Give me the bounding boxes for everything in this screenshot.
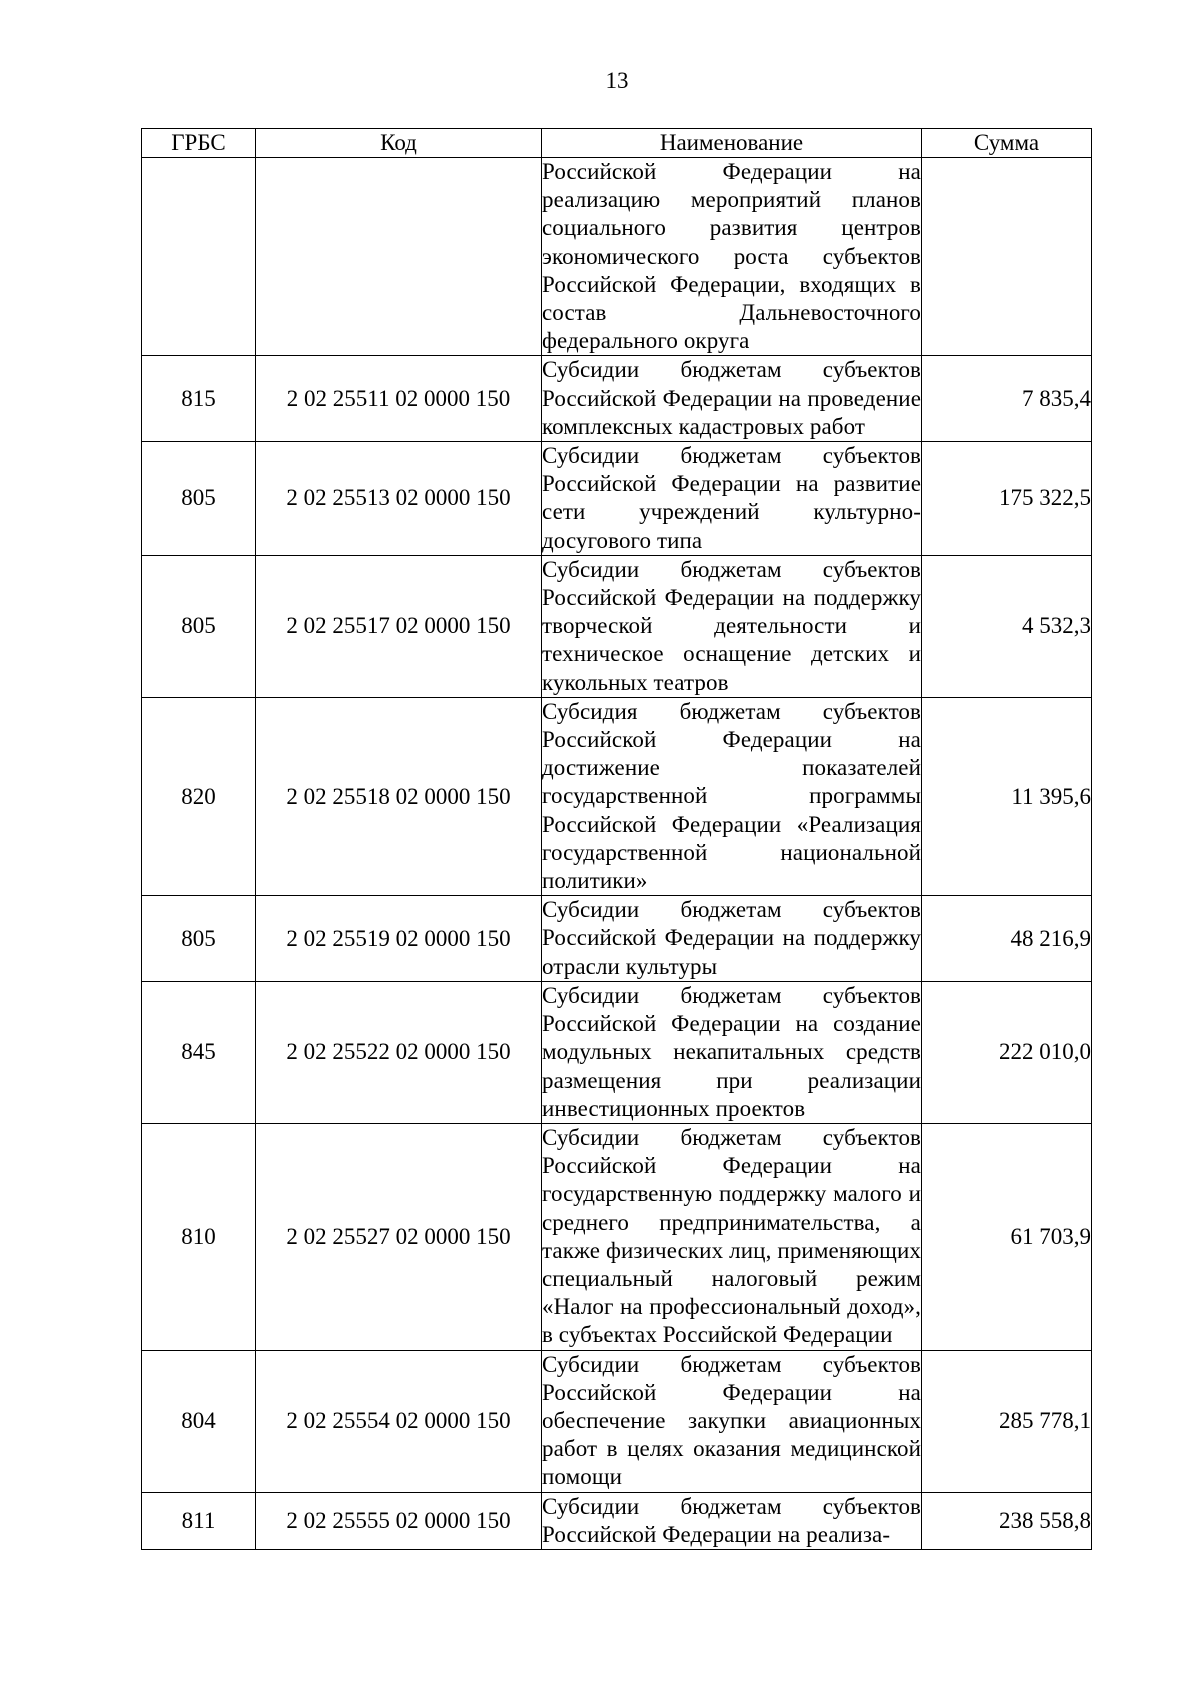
cell-code: 2 02 25517 02 0000 150 [256,555,542,697]
table-row [142,158,1092,356]
table-row [142,981,1092,1123]
cell-name: Субсидии бюджетам субъектов Российской Федерации на обеспечение закупки авиационных работ в целях оказания медицинской помощи [542,1350,922,1492]
cell-code: 2 02 25522 02 0000 150 [256,981,542,1123]
cell-sum: 7 835,4 [922,356,1092,442]
cell-sum: 61 703,9 [922,1123,1092,1350]
cell-sum: 222 010,0 [922,981,1092,1123]
cell-name: Субсидии бюджетам субъектов Российской Федерации на реализа- [542,1492,922,1549]
table-row [142,697,1092,895]
table-row [142,896,1092,982]
header-row [142,129,1092,158]
cell-sum [922,158,1092,356]
table-row [142,356,1092,442]
cell-code: 2 02 25513 02 0000 150 [256,442,542,556]
header-grbs: ГРБС [142,129,256,158]
cell-name: Российской Федерации на реализацию мероприятий планов социального развития центров экономического роста субъектов Российской Федерации, входящих в состав Дальневосточного федерального округа [542,158,922,356]
table-header [142,129,1092,158]
cell-grbs: 811 [142,1492,256,1549]
cell-sum: 175 322,5 [922,442,1092,556]
cell-code: 2 02 25555 02 0000 150 [256,1492,542,1549]
page-number: 13 [605,68,629,93]
cell-grbs: 804 [142,1350,256,1492]
cell-sum: 11 395,6 [922,697,1092,895]
table-row [142,555,1092,697]
cell-grbs: 815 [142,356,256,442]
cell-code: 2 02 25518 02 0000 150 [256,697,542,895]
cell-grbs: 805 [142,896,256,982]
cell-grbs: 805 [142,442,256,556]
cell-name: Субсидия бюджетам субъектов Российской Федерации на достижение показателей государственной программы Российской Федерации «Реализация государственной национальной политики» [542,697,922,895]
table-body [142,158,1092,1550]
cell-name: Субсидии бюджетам субъектов Российской Федерации на поддержку творческой деятельности и техническое оснащение детских и кукольных театров [542,555,922,697]
cell-sum: 285 778,1 [922,1350,1092,1492]
cell-code [256,158,542,356]
cell-name: Субсидии бюджетам субъектов Российской Федерации на проведение комплексных кадастровых работ [542,356,922,442]
table-row [142,1492,1092,1549]
table-row [142,1123,1092,1350]
cell-sum: 4 532,3 [922,555,1092,697]
cell-sum: 238 558,8 [922,1492,1092,1549]
cell-grbs [142,158,256,356]
cell-code: 2 02 25527 02 0000 150 [256,1123,542,1350]
header-code: Код [256,129,542,158]
cell-code: 2 02 25554 02 0000 150 [256,1350,542,1492]
cell-name: Субсидии бюджетам субъектов Российской Федерации на создание модульных некапитальных средств размещения при реализации инвестиционных проектов [542,981,922,1123]
header-sum: Сумма [922,129,1092,158]
cell-grbs: 845 [142,981,256,1123]
cell-grbs: 810 [142,1123,256,1350]
cell-name: Субсидии бюджетам субъектов Российской Федерации на поддержку отрасли культуры [542,896,922,982]
cell-grbs: 805 [142,555,256,697]
cell-name: Субсидии бюджетам субъектов Российской Федерации на развитие сети учреждений культурно-досугового типа [542,442,922,556]
cell-sum: 48 216,9 [922,896,1092,982]
budget-table [141,128,1092,1550]
table-row [142,442,1092,556]
table-row [142,1350,1092,1492]
header-name: Наименование [542,129,922,158]
cell-name: Субсидии бюджетам субъектов Российской Федерации на государственную поддержку малого и среднего предпринимательства, а также физических лиц, применяющих специальный налоговый режим «Налог на профессиональный доход», в субъектах Российской Федерации [542,1123,922,1350]
cell-code: 2 02 25511 02 0000 150 [256,356,542,442]
cell-grbs: 820 [142,697,256,895]
cell-code: 2 02 25519 02 0000 150 [256,896,542,982]
